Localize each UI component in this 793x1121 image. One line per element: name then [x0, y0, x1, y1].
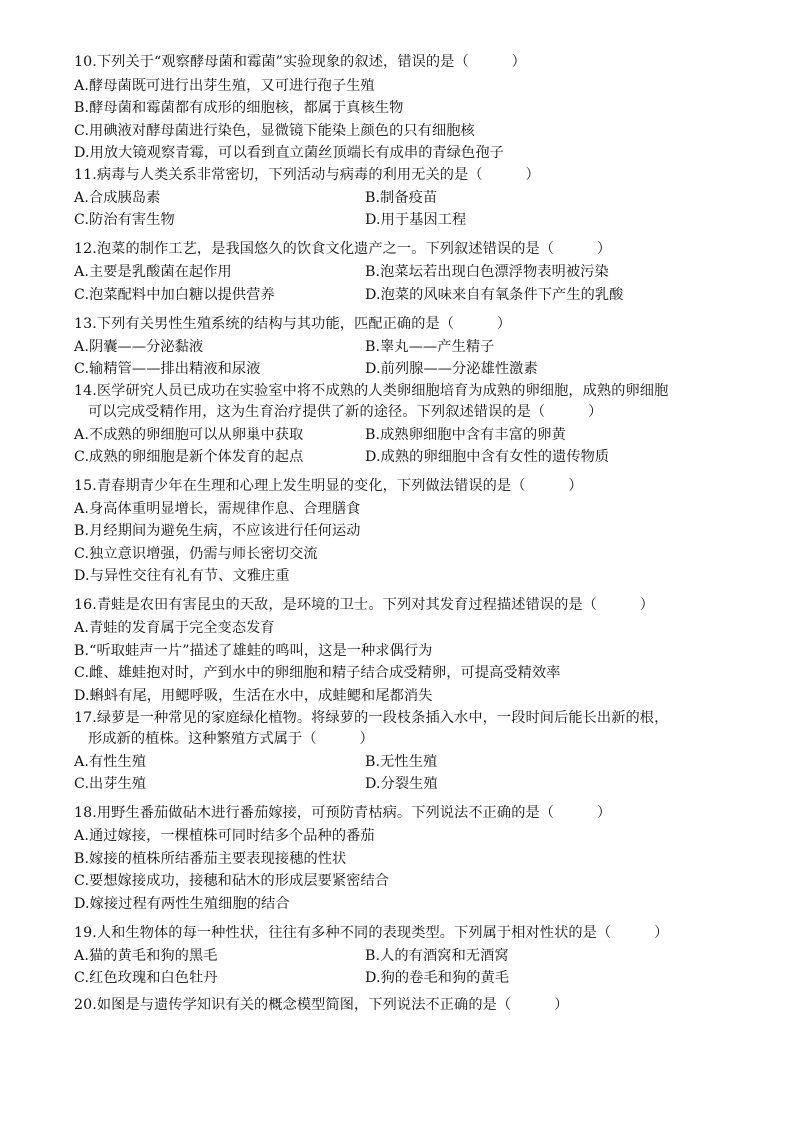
question-17-option-a: A.有性生殖 — [74, 754, 147, 770]
question-13-option-a: A.阴囊——分泌黏液 — [74, 339, 204, 355]
question-12-option-b: B.泡菜坛若出现白色漂浮物表明被污染 — [365, 264, 609, 280]
question-17-stem-continued: 形成新的植株。这种繁殖方式属于（ ） — [88, 731, 374, 747]
question-14-stem-continued: 可以完成受精作用，这为生育治疗提供了新的途径。下列叙述错误的是（ ） — [88, 404, 603, 420]
question-10-stem: 10.下列关于“观察酵母菌和霉菌”实验现象的叙述，错误的是（ ） — [74, 54, 526, 70]
question-17-option-c: C.出芽生殖 — [74, 776, 147, 792]
question-19-option-c: C.红色玫瑰和白色牡丹 — [74, 970, 218, 986]
question-14-stem: 14.医学研究人员已成功在实验室中将不成熟的人类卵细胞培育为成熟的卵细胞，成熟的卵细胞 — [74, 383, 669, 399]
question-11-option-a: A.合成胰岛素 — [74, 190, 161, 206]
question-10-option-b: B.酵母菌和霉菌都有成形的细胞核，都属于真核生物 — [74, 100, 404, 116]
question-13-option-d: D.前列腺——分泌雄性激素 — [365, 361, 538, 377]
question-17-stem: 17.绿萝是一种常见的家庭绿化植物。将绿萝的一段枝条插入水中，一段时间后能长出新的根， — [74, 710, 669, 726]
question-13-option-b: B.睾丸——产生精子 — [365, 339, 495, 355]
question-11-option-d: D.用于基因工程 — [365, 212, 467, 228]
question-10-option-a: A.酵母菌既可进行出芽生殖，又可进行孢子生殖 — [74, 78, 375, 94]
question-15-option-b: B.月经期间为避免生病，不应该进行任何运动 — [74, 523, 361, 539]
question-16-option-d: D.蝌蚪有尾，用鳃呼吸，生活在水中，成蛙鳃和尾都消失 — [74, 688, 433, 704]
question-19-stem: 19.人和生物体的每一种性状，往往有多种不同的表现类型。下列属于相对性状的是（ ） — [74, 925, 669, 941]
question-13-stem: 13.下列有关男性生殖系统的结构与其功能，匹配正确的是（ ） — [74, 316, 512, 332]
question-16-option-b: B.“听取蛙声一片”描述了雄蛙的鸣叫，这是一种求偶行为 — [74, 643, 433, 659]
question-11-stem: 11.病毒与人类关系非常密切，下列活动与病毒的利用无关的是（ ） — [74, 167, 540, 183]
question-14-option-b: B.成熟卵细胞中含有丰富的卵黄 — [365, 427, 566, 443]
question-12-option-a: A.主要是乳酸菌在起作用 — [74, 264, 232, 280]
question-12-option-d: D.泡菜的风味来自有氧条件下产生的乳酸 — [365, 287, 624, 303]
question-15-option-a: A.身高体重明显增长，需规律作息、合理膳食 — [74, 501, 361, 517]
question-16-option-c: C.雌、雄蛙抱对时，产到水中的卵细胞和精子结合成受精卵，可提高受精效率 — [74, 665, 561, 681]
question-10-option-c: C.用碘液对酵母菌进行染色，显微镜下能染上颜色的只有细胞核 — [74, 123, 475, 139]
question-15-option-c: C.独立意识增强，仍需与师长密切交流 — [74, 546, 318, 562]
question-15-option-d: D.与异性交往有礼有节、文雅庄重 — [74, 568, 290, 584]
question-19-option-d: D.狗的卷毛和狗的黄毛 — [365, 970, 510, 986]
question-18-stem: 18.用野生番茄做砧木进行番茄嫁接，可预防青枯病。下列说法不正确的是（ ） — [74, 805, 612, 821]
question-16-option-a: A.青蛙的发育属于完全变态发育 — [74, 620, 275, 636]
question-18-option-a: A.通过嫁接，一棵植株可同时结多个品种的番茄 — [74, 828, 375, 844]
question-14-option-c: C.成熟的卵细胞是新个体发育的起点 — [74, 449, 304, 465]
question-13-option-c: C.输精管——排出精液和尿液 — [74, 361, 261, 377]
question-17-option-d: D.分裂生殖 — [365, 776, 438, 792]
question-20-stem: 20.如图是与遗传学知识有关的概念模型简图，下列说法不正确的是（ ） — [74, 997, 569, 1013]
question-18-option-d: D.嫁接过程有两性生殖细胞的结合 — [74, 896, 290, 912]
question-16-stem: 16.青蛙是农田有害昆虫的天敌，是环境的卫士。下列对其发育过程描述错误的是（ ） — [74, 597, 655, 613]
question-11-option-b: B.制备疫苗 — [365, 190, 438, 206]
question-10-option-d: D.用放大镜观察青霉，可以看到直立菌丝顶端长有成串的青绿色孢子 — [74, 145, 504, 161]
question-17-option-b: B.无性生殖 — [365, 754, 438, 770]
question-18-option-c: C.要想嫁接成功，接穗和砧木的形成层要紧密结合 — [74, 873, 390, 889]
question-12-stem: 12.泡菜的制作工艺，是我国悠久的饮食文化遗产之一。下列叙述错误的是（ ） — [74, 241, 612, 257]
question-11-option-c: C.防治有害生物 — [74, 212, 175, 228]
question-19-option-a: A.猫的黄毛和狗的黑毛 — [74, 948, 218, 964]
question-18-option-b: B.嫁接的植株所结番茄主要表现接穗的性状 — [74, 851, 347, 867]
question-15-stem: 15.青春期青少年在生理和心理上发生明显的变化，下列做法错误的是（ ） — [74, 478, 583, 494]
question-14-option-d: D.成熟的卵细胞中含有女性的遗传物质 — [365, 449, 610, 465]
question-14-option-a: A.不成熟的卵细胞可以从卵巢中获取 — [74, 427, 304, 443]
question-12-option-c: C.泡菜配料中加白糖以提供营养 — [74, 287, 275, 303]
question-19-option-b: B.人的有酒窝和无酒窝 — [365, 948, 509, 964]
